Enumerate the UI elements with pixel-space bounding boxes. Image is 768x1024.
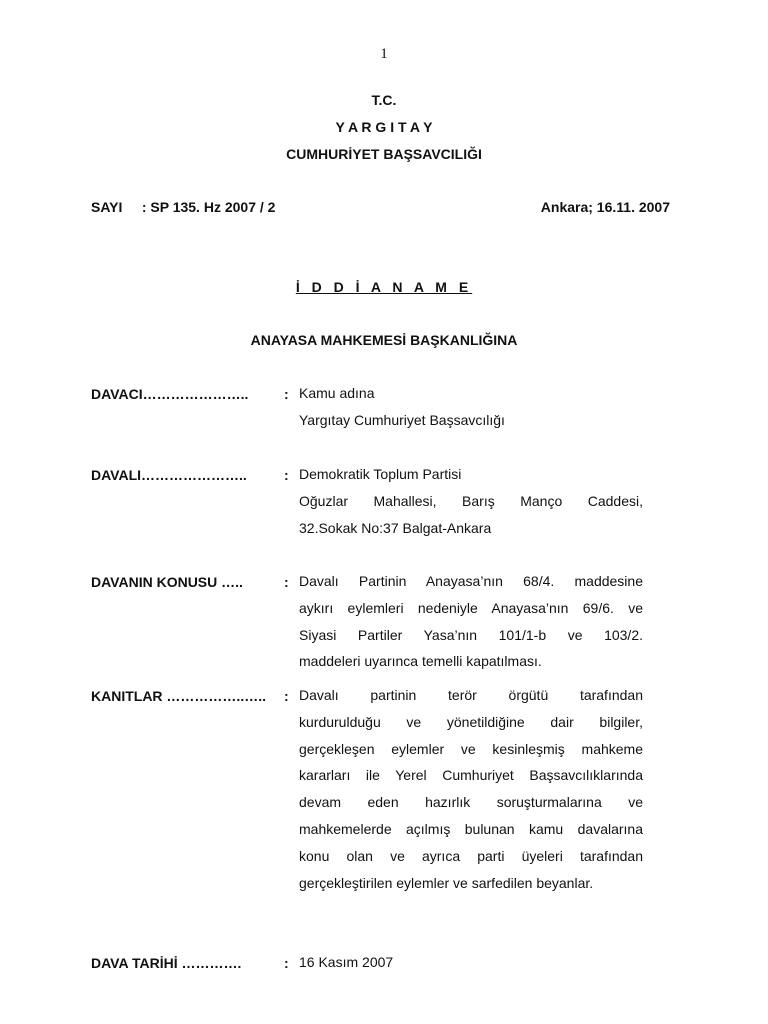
text-line: mahkemelerde açılmış bulunan kamu davalarına — [299, 820, 643, 837]
text-line: kararları ile Yerel Cumhuriyet Başsavcılıklarında — [299, 767, 643, 784]
field-label: DAVANIN KONUSU ….. — [91, 574, 243, 590]
field-label: DAVA TARİHİ …………. — [91, 955, 242, 971]
text-line: kurdurulduğu ve yönetildiğine dair bilgiler, — [299, 713, 643, 730]
text-line: konu olan ve ayrıca parti üyeleri tarafından — [299, 847, 643, 864]
text-line: Davalı Partinin Anayasa’nın 68/4. maddesine — [299, 573, 643, 589]
field-colon: : — [284, 467, 289, 483]
text-line: aykırı eylemleri nedeniyle Anayasa’nın 69/6. ve — [299, 599, 643, 616]
text-line: maddeleri uyarınca temelli kapatılması. — [299, 653, 542, 670]
field-label: DAVACI………………….. — [91, 386, 249, 402]
text-line: Oğuzlar Mahallesi, Barış Manço Caddesi, — [299, 492, 643, 509]
text-line: gerçekleşen eylemler ve kesinleşmiş mahkeme — [299, 740, 643, 757]
field-label: DAVALI………………….. — [91, 467, 247, 483]
field-colon: : — [284, 688, 289, 704]
field-label: KANITLAR ……………..….. — [91, 688, 266, 704]
text-line: Demokratik Toplum Partisi — [299, 466, 462, 482]
text-line: Yargıtay Cumhuriyet Başsavcılığı — [299, 411, 505, 428]
reference-number: SAYI : SP 135. Hz 2007 / 2 — [91, 199, 276, 215]
place-date: Ankara; 16.11. 2007 — [540, 199, 670, 215]
text-line: gerçekleştirilen eylemler ve sarfedilen beyanlar. — [299, 874, 594, 891]
addressee: ANAYASA MAHKEMESİ BAŞKANLIĞINA — [250, 332, 518, 348]
field-value — [299, 955, 643, 976]
text-line: 32.Sokak No:37 Balgat-Ankara — [299, 519, 492, 536]
text-line: Siyasi Partiler Yasa’nın 101/1-b ve 103/2. — [299, 626, 643, 643]
field-value — [299, 688, 643, 896]
page-number: 1 — [380, 46, 388, 62]
header-yargitay: Y A R G I T A Y — [335, 119, 433, 135]
field-colon: : — [284, 955, 289, 971]
text-line: devam eden hazırlık soruşturmalarına ve — [299, 794, 643, 811]
header-office: CUMHURİYET BAŞSAVCILIĞI — [286, 146, 482, 162]
header-tc: T.C. — [371, 92, 397, 108]
field-colon: : — [284, 574, 289, 590]
field-value — [299, 574, 643, 675]
text-line: Davalı partinin terör örgütü tarafından — [299, 687, 643, 703]
text-line: 16 Kasım 2007 — [299, 954, 394, 970]
field-colon: : — [284, 386, 289, 402]
text-line: Kamu adına — [299, 385, 375, 401]
field-value — [299, 386, 643, 434]
field-value — [299, 467, 643, 541]
document-title: İ D D İ A N A M E — [295, 279, 473, 295]
